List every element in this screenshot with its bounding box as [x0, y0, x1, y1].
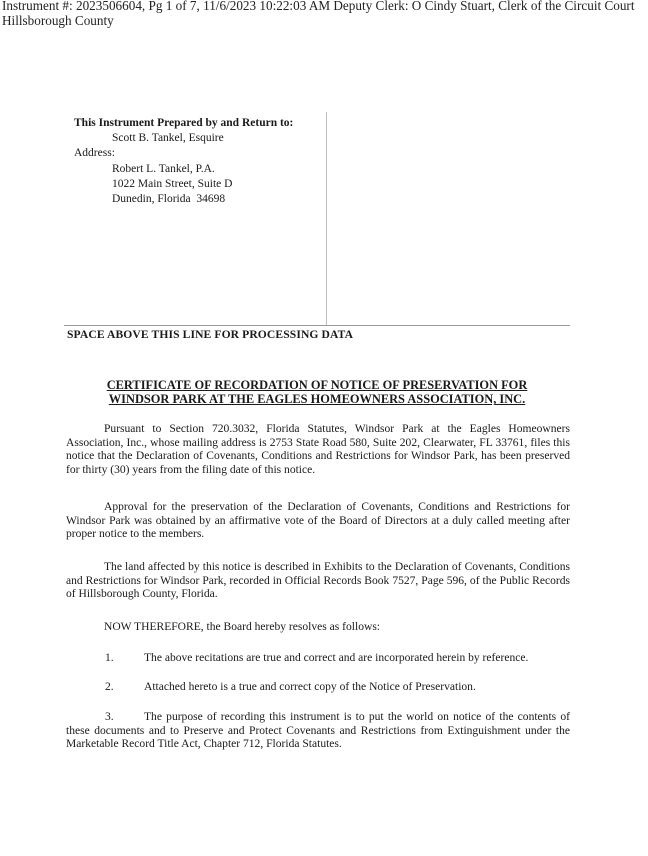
address-label: Address:	[74, 147, 115, 160]
paragraph-land: The land affected by this notice is described in Exhibits to the Declaration of Covenants, Conditions and Restrictions for Windsor Park, recorded in Official Records Book 7527, Page 596, of the Public Records of Hillsborough County, Florida.	[66, 561, 570, 601]
paragraph-now-therefore: NOW THEREFORE, the Board hereby resolves as follows:	[104, 621, 381, 633]
resolution-text: Attached hereto is a true and correct copy of the Notice of Preservation.	[144, 681, 476, 693]
recording-stamp: Instrument #: 2023506604, Pg 1 of 7, 11/6/2023 10:22:03 AM Deputy Clerk: O Cindy Stuart, Clerk of the Circuit Court Hillsborough County	[2, 0, 635, 28]
resolution-text: The above recitations are true and correct and are incorporated herein by reference.	[144, 652, 529, 664]
resolution-number: 1.	[105, 652, 114, 664]
title-line-2: WINDSOR PARK AT THE EAGLES HOMEOWNERS ASSOCIATION, INC.	[108, 392, 526, 407]
paragraph-approval: Approval for the preservation of the Declaration of Covenants, Conditions and Restrictions for Windsor Park was obtained by an affirmative vote of the Board of Directors at a duly called meeting after proper notice to the members.	[66, 501, 570, 541]
resolution-text: The purpose of recording this instrument is to put the world on notice of the contents of these documents and to Preserve and Protect Covenants and Restrictions from Extinguishment under the Marketable Record Title Act, Chapter 712, Florida Statutes.	[66, 711, 570, 751]
processing-line	[64, 325, 570, 326]
address-line: 1022 Main Street, Suite D	[112, 177, 233, 190]
document-title	[66, 378, 568, 407]
paragraph-pursuant: Pursuant to Section 720.3032, Florida Statutes, Windsor Park at the Eagles Homeowners Association, Inc., whose mailing address is 2753 State Road 580, Suite 202, Clearwater, FL 33761, files this notice that the Declaration of Covenants, Conditions and Restrictions for Windsor Park, has been preserved for thirty (30) years from the filing date of this notice.	[66, 423, 570, 476]
preparer-name: Scott B. Tankel, Esquire	[112, 132, 224, 145]
processing-label: SPACE ABOVE THIS LINE FOR PROCESSING DATA	[67, 328, 354, 341]
preparer-heading: This Instrument Prepared by and Return to:	[74, 117, 294, 129]
resolution-number: 3.	[105, 711, 114, 723]
preparer-block	[74, 116, 293, 207]
vertical-divider	[326, 112, 327, 326]
address-line: Robert L. Tankel, P.A.	[112, 162, 215, 175]
title-line-1: CERTIFICATE OF RECORDATION OF NOTICE OF PRESERVATION FOR	[106, 378, 528, 392]
address-line: Dunedin, Florida 34698	[112, 193, 226, 206]
resolution-item	[66, 711, 570, 752]
resolution-number: 2.	[105, 681, 114, 693]
